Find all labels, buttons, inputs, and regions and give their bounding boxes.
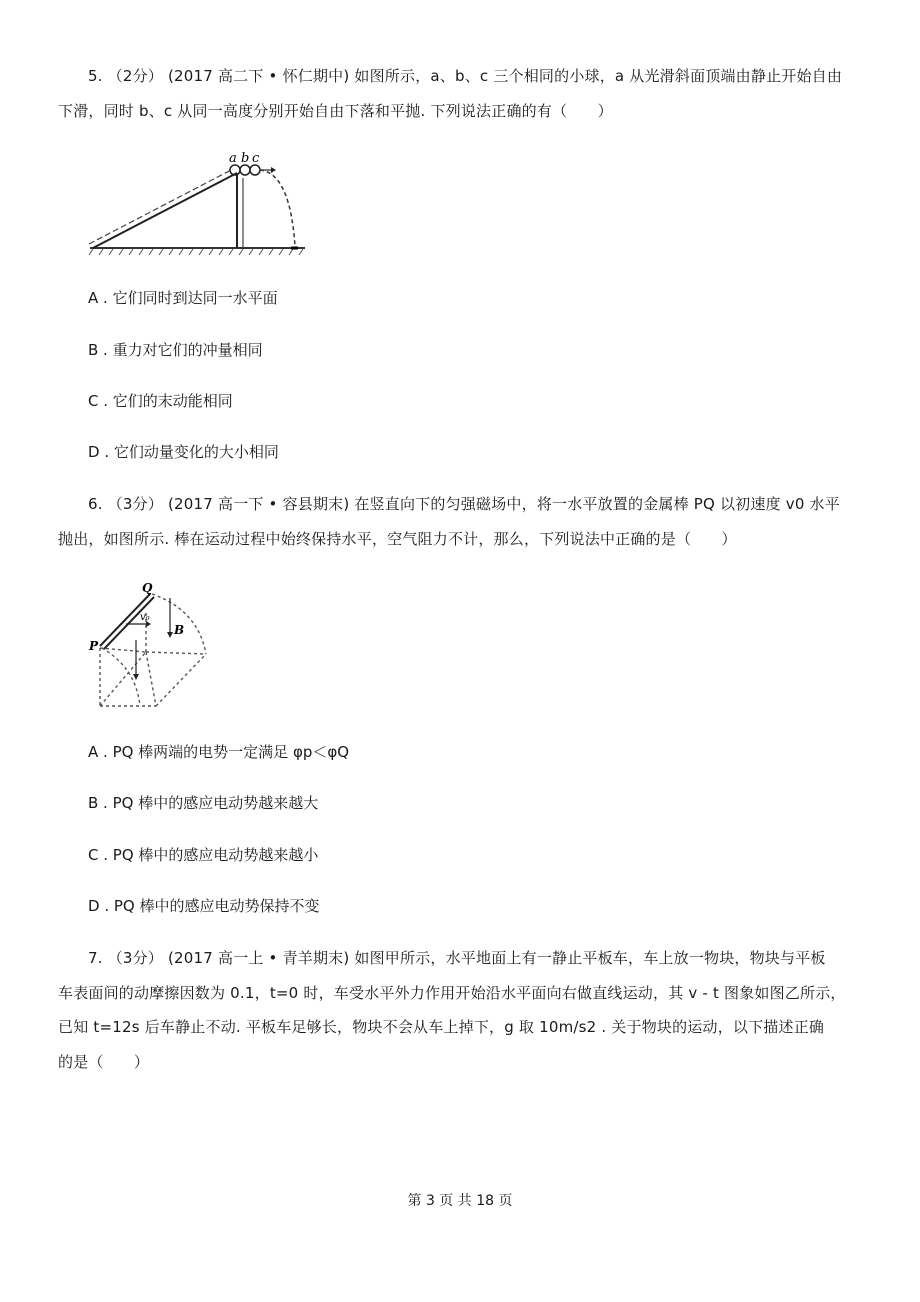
label-b: b (241, 151, 250, 166)
q7-stem-line-1: 7. （3分） (2017 高一上 • 青羊期末) 如图甲所示，水平地面上有一静止平板车，车上放一物块，物块与平板 (88, 949, 826, 967)
q6-option-a: A . PQ 棒两端的电势一定满足 φp＜φQ (88, 743, 350, 761)
q7-stem-line-3: 已知 t=12s 后车静止不动. 平板车足够长，物块不会从车上掉下，g 取 10m/s2 . 关于物块的运动，以下描述正确 (58, 1018, 825, 1036)
q5-option-c: C . 它们的末动能相同 (88, 392, 233, 410)
q5-stem-line-2: 下滑，同时 b、c 从同一高度分别开始自由下落和平抛. 下列说法正确的有（ ） (58, 102, 613, 120)
label-a: a (229, 151, 237, 166)
q7-stem-line-2: 车表面间的动摩擦因数为 0.1，t=0 时，车受水平外力作用开始沿水平面向右做直线运动，其 v - t 图象如图乙所示， (58, 984, 846, 1002)
q6-option-b: B . PQ 棒中的感应电动势越来越大 (88, 794, 319, 812)
label-p: P (89, 639, 99, 653)
q6-option-d: D . PQ 棒中的感应电动势保持不变 (88, 897, 320, 915)
page-footer: 第 3 页 共 18 页 (407, 1193, 513, 1209)
q6-stem-line-2: 抛出，如图所示. 棒在运动过程中始终保持水平，空气阻力不计，那么，下列说法中正确的是（ ） (58, 530, 737, 548)
label-v0: v₀ (140, 612, 150, 623)
q7-stem-line-4: 的是（ ） (58, 1053, 150, 1071)
label-q: Q (142, 581, 153, 595)
q5-option-b: B . 重力对它们的冲量相同 (88, 341, 263, 359)
q5-option-a: A . 它们同时到达同一水平面 (88, 289, 278, 307)
q6-figure (88, 580, 218, 720)
q5-figure (85, 148, 315, 258)
q5-stem-line-1: 5. （2分） (2017 高二下 • 怀仁期中) 如图所示，a、b、c 三个相同的小球，a 从光滑斜面顶端由静止开始自由 (88, 67, 843, 85)
q6-option-c: C . PQ 棒中的感应电动势越来越小 (88, 846, 319, 864)
label-b-field: B (174, 623, 185, 637)
label-c: c (252, 151, 260, 166)
q5-option-d: D . 它们动量变化的大小相同 (88, 443, 279, 461)
q6-stem-line-1: 6. （3分） (2017 高一下 • 容县期末) 在竖直向下的匀强磁场中，将一水平放置的金属棒 PQ 以初速度 v0 水平 (88, 495, 840, 513)
